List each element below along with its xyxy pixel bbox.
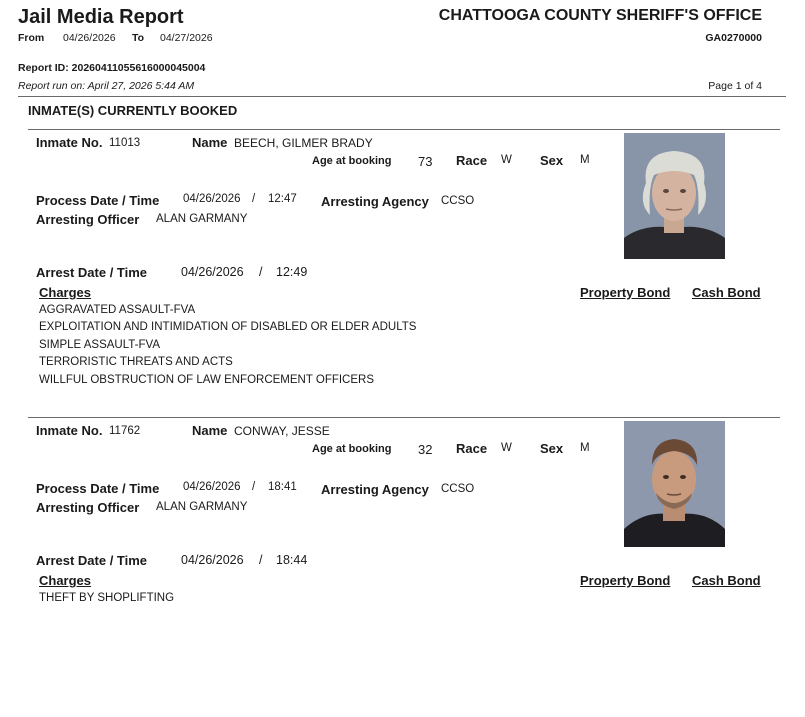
section-divider: [28, 129, 780, 130]
charge-item: TERRORISTIC THREATS AND ACTS: [39, 356, 233, 368]
age-value: 32: [418, 442, 433, 457]
ori-code: GA0270000: [705, 32, 762, 44]
arresting-agency-label: Arresting Agency: [321, 194, 429, 209]
arrest-date-value: 04/26/2026: [181, 553, 244, 567]
arrest-date-label: Arrest Date / Time: [36, 553, 148, 568]
arresting-agency-value: CCSO: [441, 195, 475, 207]
agency-name: CHATTOOGA COUNTY SHERIFF'S OFFICE: [438, 7, 762, 24]
arresting-officer-value: ALAN GARMANY: [156, 213, 248, 225]
age-label: Age at booking: [312, 155, 392, 167]
inmate-no-value: 11762: [109, 425, 141, 437]
name-value: BEECH, GILMER BRADY: [234, 136, 373, 150]
charge-item: THEFT BY SHOPLIFTING: [39, 592, 175, 604]
to-date: 04/27/2026: [160, 32, 213, 44]
arresting-agency-value: CCSO: [441, 483, 475, 495]
arresting-agency-label: Arresting Agency: [321, 482, 429, 497]
arrest-time-value: 18:44: [276, 553, 308, 567]
arrest-date-value: 04/26/2026: [181, 265, 244, 279]
from-date: 04/26/2026: [63, 32, 116, 44]
inmate-photo: [624, 133, 725, 259]
arresting-officer-label: Arresting Officer: [36, 500, 140, 515]
inmate-no-label: Inmate No.: [36, 423, 103, 438]
race-label: Race: [456, 441, 488, 456]
process-time-value: 12:47: [268, 193, 297, 205]
charge-item: AGGRAVATED ASSAULT-FVA: [39, 304, 196, 316]
cash-bond-heading: Cash Bond: [692, 573, 761, 588]
name-label: Name: [192, 135, 228, 150]
arrest-date-label: Arrest Date / Time: [36, 265, 148, 280]
arresting-officer-label: Arresting Officer: [36, 212, 140, 227]
process-date-value: 04/26/2026: [183, 481, 241, 493]
report-title: Jail Media Report: [18, 6, 184, 28]
page-number: Page 1 of 4: [708, 80, 762, 92]
inmate-photo: [624, 421, 725, 547]
name-label: Name: [192, 423, 228, 438]
property-bond-heading: Property Bond: [580, 285, 671, 300]
charge-item: SIMPLE ASSAULT-FVA: [39, 339, 161, 351]
header-divider: [18, 96, 786, 97]
charges-heading: Charges: [39, 573, 92, 588]
process-slash: /: [252, 481, 256, 493]
sex-label: Sex: [540, 441, 564, 456]
arresting-officer-value: ALAN GARMANY: [156, 501, 248, 513]
record-divider: [28, 417, 780, 418]
process-date-label: Process Date / Time: [36, 193, 160, 208]
charge-item: WILLFUL OBSTRUCTION OF LAW ENFORCEMENT OFFICERS: [39, 374, 375, 386]
arrest-slash: /: [259, 553, 263, 567]
report-run-on: Report run on: April 27, 2026 5:44 AM: [18, 80, 195, 92]
process-date-label: Process Date / Time: [36, 481, 160, 496]
charge-item: EXPLOITATION AND INTIMIDATION OF DISABLED OR ELDER ADULTS: [39, 321, 417, 333]
process-slash: /: [252, 193, 256, 205]
sex-value: M: [580, 442, 590, 454]
report-id: Report ID: 20260411055616000045004: [18, 62, 206, 74]
age-value: 73: [418, 154, 433, 169]
process-time-value: 18:41: [268, 481, 297, 493]
property-bond-heading: Property Bond: [580, 573, 671, 588]
race-label: Race: [456, 153, 488, 168]
age-label: Age at booking: [312, 443, 392, 455]
sex-value: M: [580, 154, 590, 166]
cash-bond-heading: Cash Bond: [692, 285, 761, 300]
section-title: INMATE(S) CURRENTLY BOOKED: [28, 103, 238, 118]
process-date-value: 04/26/2026: [183, 193, 241, 205]
arrest-time-value: 12:49: [276, 265, 308, 279]
arrest-slash: /: [259, 265, 263, 279]
charges-heading: Charges: [39, 285, 92, 300]
from-label: From: [18, 32, 45, 44]
race-value: W: [501, 154, 512, 166]
to-label: To: [132, 32, 145, 44]
sex-label: Sex: [540, 153, 564, 168]
inmate-no-value: 11013: [109, 137, 141, 149]
race-value: W: [501, 442, 512, 454]
inmate-no-label: Inmate No.: [36, 135, 103, 150]
name-value: CONWAY, JESSE: [234, 424, 330, 438]
